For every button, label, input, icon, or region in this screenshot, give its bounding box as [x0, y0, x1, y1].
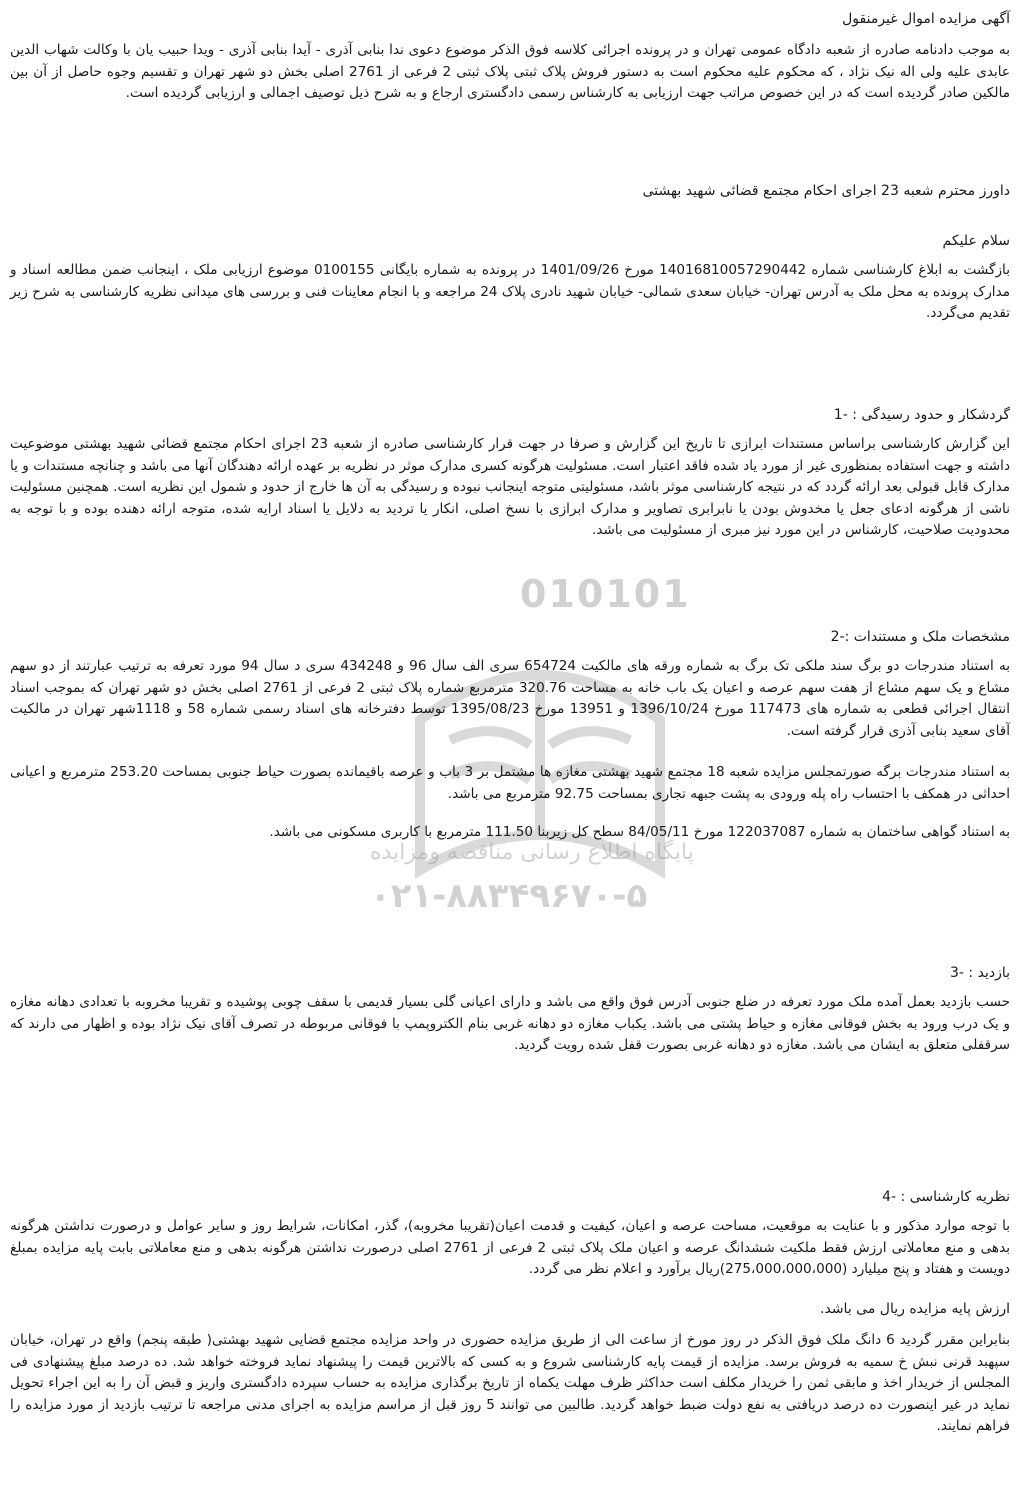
- intro-paragraph: به موجب دادنامه صادره از شعبه دادگاه عمومی تهران و در پرونده اجرائی کلاسه فوق الذکر موضوع دعوی ندا بنابی آذری - آیدا بنابی آذری - ویدا حبیب یان با وکالت شهاب الدین عابدی علیه ولی اله نیک نژاد ، که محکوم علیه محکوم است به دستور فروش پلاک ثبتی پلاک ثبتی 2 فرعی از 2761 اصلی بخش دو شهر تهران و تقسیم وجوه حاصل از آن بین مالکین صادر گردیده است که در این خصوص مراتب جهت ارزیابی به کارشناس رسمی دادگستری ارجاع و به شرح ذیل توصیف اجمالی و ارزیابی گردیده است.: [10, 42, 1010, 101]
- section-3-title: بازدید : -3: [950, 965, 1010, 981]
- watermark-digits: 010101: [520, 572, 691, 616]
- section-1-body: این گزارش کارشناسی براساس مستندات ابرازی تا تاریخ این گزارش و صرفا در جهت قرار کارشناسی صادره از شعبه 23 اجرای احکام مجتمع قضائی شهید بهشتی موضوعیت داشته و جهت استفاده بمنظوری غیر از مورد یاد شده فاقد اعتبار است. مسئولیت هرگونه کسری مدارک موثر در نظریه بر عهده ارائه دهندگان آنها می باشد و چنانچه مستندات و یا مدارک قابل قبولی بعد ارائه گردد که در نتیجه کارشناسی موثر باشد، مسئولیتی متوجه اینجانب نبوده و رسیدگی به آن ها خارج از حدود و شمول این نظریه است. همچنین مسئولیت ناشی از هرگونه ادعای جعل یا مخدوش بودن یا نابرابری تصاویر و مدارک ابرازی با نسخ اصلی، انکار یا تردید به دلایل یا اسناد ارایه شده، متوجه ارائه دهنده بوده و با توجه به محدودیت صلاحیت، کارشناس در این مورد نیز مبری از مسئولیت می باشد.: [10, 436, 1010, 538]
- section-4-title: نظریه کارشناسی : -4: [882, 1189, 1010, 1205]
- section-3-body: حسب بازدید بعمل آمده ملک مورد تعرفه در ضلع جنوبی آدرس فوق واقع می باشد و دارای اعیانی گلی بسیار قدیمی با سقف چوبی پوشیده و تقریبا مخروبه با تعدادی دهانه مغازه و یک درب ورود به بخش فوقانی مغازه و حیاط پشتی می باشد. یکباب مغازه دو دهانه غربی بنام الکتروپمپ با فوقانی مربوطه در تصرف آقای نیک نژاد بوده و اظهار می دارند که سرقفلی متعلق به ایشان می باشد. مغازه دو دهانه غربی بصورت قفل شده رویت گردید.: [10, 994, 1010, 1053]
- section-4-body: با توجه موارد مذکور و با عنایت به موقعیت، مساحت عرصه و اعیان، کیفیت و قدمت اعیان(تقریبا مخروبه)، گذر، امکانات، شرایط روز و سایر عوامل و درصورت نداشتن هرگونه بدهی و منع معاملاتی ارزش فقط ملکیت ششدانگ عرصه و اعیان ملک پلاک ثبتی 2 فرعی از 2761 اصلی درصورت نداشتن هرگونه بدهی و منع معاملاتی بابت پایه مزایده بمبلغ دویست و هفتاد و پنج میلیارد (275،000،000،000)ریال برآورد و اعلام نظر می گردد.: [10, 1218, 1010, 1277]
- watermark-phone: ۰۲۱-۸۸۳۴۹۶۷۰-۵: [370, 876, 648, 916]
- document-title: آگهی مزایده اموال غیرمنقول: [842, 11, 1010, 27]
- auction-terms-paragraph: بنابراین مقرر گردید 6 دانگ ملک فوق الذکر در روز مورخ از ساعت الی از طریق مزایده حضوری در واحد مزایده مجتمع قضایی شهید بهشتی( طبقه پنجم) واقع در تهران، خیابان سپهبد قرنی نبش خ سمیه به فروش برسد. مزایده از قیمت پایه کارشناسی شروع و به کسی که بالاترین قیمت را پیشنهاد نماید فروخته خواهد شد. ده درصد مبلغ پیشنهادی فی المجلس از خریدار اخذ و مابقی ثمن را خریدار مکلف است حداکثر ظرف مهلت یکماه از تاریخ برگذاری مزایده به حساب سپرده دادگستری واریز و قبض آن را به این اجراء تحویل نماید در غیر اینصورت ده درصد دریافتی به نفع دولت ضبط خواهد گردید. طالبین می توانند 5 روز قبل از مراسم مزایده به اجرای مدنی مراجعه تا ترتیب بازدید از مورد مزایده را فراهم نمایند.: [10, 1332, 1010, 1434]
- addressee-line: داورز محترم شعبه 23 اجرای احکام مجتمع قضائی شهید بهشتی: [642, 183, 1010, 199]
- section-2-paragraph-1: به استناد مندرجات دو برگ سند ملکی تک برگ به شماره ورقه های مالکیت 654724 سری الف سال 96 و 434248 سری د سال 94 مورد تعرفه به ترتیب عبارتند از دو سهم مشاع و یک سهم مشاع از هفت سهم عرصه و اعیان یک باب خانه به مساحت 320.76 مترمربع شماره پلاک ثبتی 2 فرعی از 2761 اصلی بخش دو شهر تهران که بموجب اسناد انتقال اجرائی قطعی به شماره های 117473 مورخ 1396/10/24 و 13951 مورخ 1395/08/23 توسط دفترخانه های اسناد رسمی شماره 58 و 1118شهر تهران در مالکیت آقای سعید بنابی آذری قرار گرفته است.: [10, 658, 1011, 739]
- section-2-paragraph-2: به استناد مندرجات برگه صورتمجلس مزایده شعبه 18 مجتمع شهید بهشتی مغازه ها مشتمل بر 3 باب و عرصه باقیمانده بصورت حیاط جنوبی بمساحت 253.20 مترمربع و اعیانی احداثی در همکف با احتساب راه پله ورودی به پشت جبهه تجاری بمساحت 92.75 مترمربع می باشد.: [10, 764, 1010, 802]
- section-2-title: مشخصات ملک و مستندات :-2: [830, 629, 1010, 645]
- watermark-site-name: پایگاه اطلاع رسانی مناقصه ومزایده: [370, 840, 694, 865]
- section-2-paragraph-3: به استناد گواهی ساختمان به شماره 122037087 مورخ 84/05/11 سطح کل زیربنا 111.50 مترمربع با کاربری مسکونی می باشد.: [269, 824, 1010, 840]
- base-price-line: ارزش پایه مزایده ریال می باشد.: [820, 1301, 1010, 1317]
- greeting-line: سلام علیکم: [942, 233, 1010, 249]
- report-paragraph: بازگشت به ابلاغ کارشناسی شماره 14016810057290442 مورخ 1401/09/26 در پرونده به شماره بایگانی 0100155 موضوع ارزیابی ملک ، اینجانب ضمن مطالعه اسناد و مدارک پرونده به محل ملک به آدرس تهران- خیابان سعدی شمالی- خیابان شهید نادری پلاک 24 مراجعه و با انجام معاینات فنی و بررسی های میدانی نظریه کارشناسی به شرح زیر تقدیم می‌گردد.: [10, 262, 1010, 321]
- section-1-title: گردشکار و حدود رسیدگی : -1: [833, 407, 1010, 423]
